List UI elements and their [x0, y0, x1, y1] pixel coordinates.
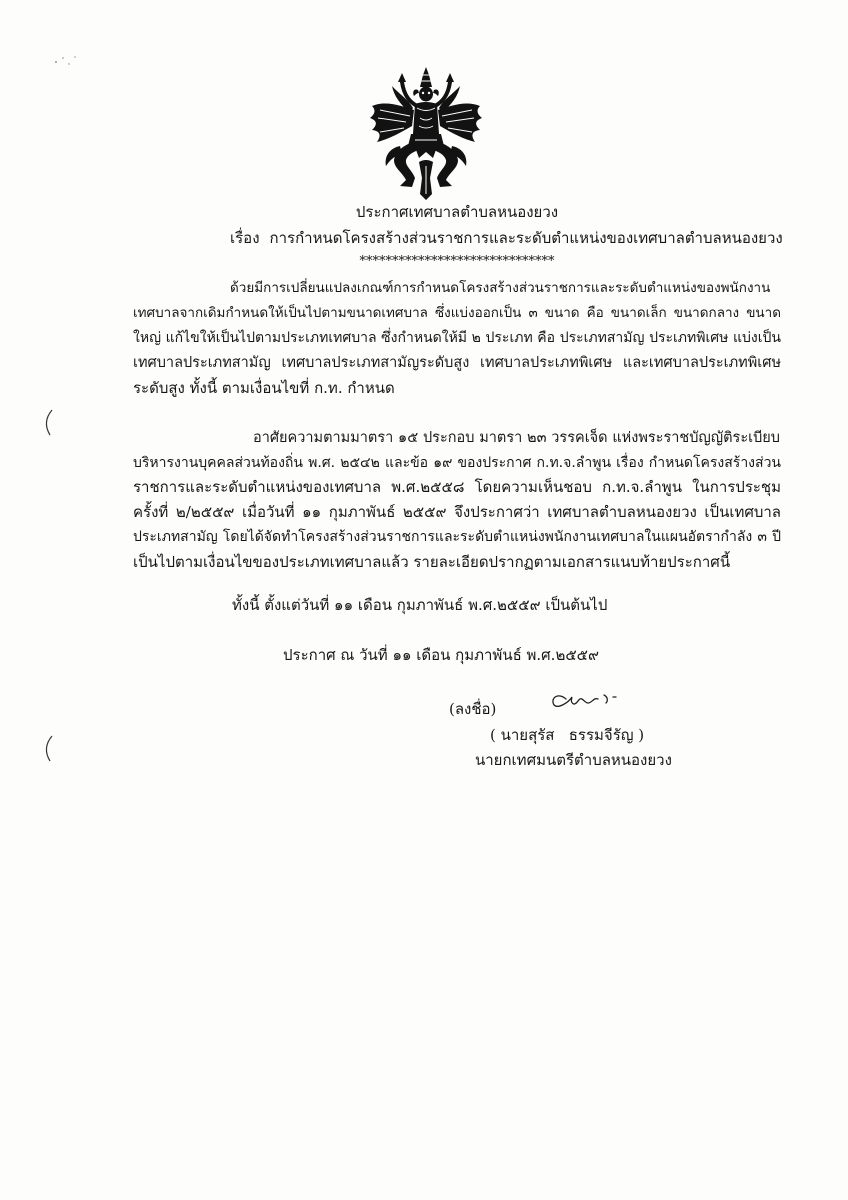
announcement-title: ประกาศเทศบาลตำบลหนองยวง — [355, 203, 559, 221]
paragraph-1-line-1: ด้วยมีการเปลี่ยนแปลงเกณฑ์การกำหนดโครงสร้างส่วนราชการและระดับตำแหน่งของพนักงาน — [230, 280, 771, 296]
subject-line — [230, 225, 790, 251]
paragraph-1-line-4: เทศบาลประเภทสามัญ เทศบาลประเภทสามัญระดับสูง เทศบาลประเภทพิเศษ และเทศบาลประเภทพิเศษ — [133, 355, 781, 371]
paragraph-2-line-1: อาศัยความตามมาตรา ๑๕ ประกอบ มาตรา ๒๓ วรรคเจ็ด แห่งพระราชบัญญัติระเบียบ — [253, 430, 780, 446]
paragraph-1-line-2: เทศบาลจากเดิมกำหนดให้เป็นไปตามขนาดเทศบาล ซึ่งแบ่งออกเป็น ๓ ขนาด คือ ขนาดเล็ก ขนาดกลาง ขนาด — [133, 305, 781, 321]
issued-date-line: ประกาศ ณ วันที่ ๑๑ เดือน กุมภาพันธ์ พ.ศ.๒๕๕๙ — [283, 646, 600, 664]
effective-date-line: ทั้งนี้ ตั้งแต่วันที่ ๑๑ เดือน กุมภาพันธ์ พ.ศ.๒๕๕๙ เป็นต้นไป — [232, 596, 608, 614]
separator-stars: ****************************** — [359, 254, 555, 269]
hole-punch-mark-bottom — [38, 734, 58, 764]
garuda-emblem — [366, 66, 486, 201]
paragraph-2-line-3: ราชการและระดับตำแหน่งของเทศบาล พ.ศ.๒๕๕๘ โดยความเห็นชอบ ก.ท.จ.ลำพูน ในการประชุม — [133, 478, 781, 496]
sign-label: (ลงชื่อ) — [449, 700, 497, 718]
paragraph-2-line-2: บริหารงานบุคคลส่วนท้องถิ่น พ.ศ. ๒๕๔๒ และข้อ ๑๙ ของประกาศ ก.ท.จ.ลำพูน เรื่อง กำหนดโครงสร้างส่วน — [133, 455, 781, 471]
paragraph-1-line-5: ระดับสูง ทั้งนี้ ตามเงื่อนไขที่ ก.ท. กำหนด — [133, 379, 395, 397]
subject-text: การกำหนดโครงสร้างส่วนราชการและระดับตำแหน่งของเทศบาลตำบลหนองยวง — [269, 229, 783, 247]
scan-specks — [52, 52, 82, 72]
signatory-name: ( นายสุรัส ธรรมจีรัญ ) — [490, 726, 645, 744]
signatory-position: นายกเทศมนตรีตำบลหนองยวง — [475, 751, 672, 769]
paragraph-2-line-4: ครั้งที่ ๒/๒๕๕๙ เมื่อวันที่ ๑๑ กุมภาพันธ์ ๒๕๕๙ จึงประกาศว่า เทศบาลตำบลหนองยวง เป็นเทศบาล — [133, 503, 781, 521]
paragraph-2-line-5: ประเภทสามัญ โดยได้จัดทำโครงสร้างส่วนราชการและระดับตำแหน่งพนักงานเทศบาลในแผนอัตรากำลัง ๓ ปี — [133, 529, 781, 545]
paragraph-1-line-3: ใหญ่ แก้ไขให้เป็นไปตามประเภทเทศบาล ซึ่งกำหนดให้มี ๒ ประเภท คือ ประเภทสามัญ ประเภทพิเศษ แบ่งเป็น — [133, 330, 781, 346]
subject-label: เรื่อง — [230, 229, 260, 247]
paragraph-2-line-6: เป็นไปตามเงื่อนไขของประเภทเทศบาลแล้ว รายละเอียดปรากฏตามเอกสารแนบท้ายประกาศนี้ — [133, 553, 731, 571]
hole-punch-mark-top — [38, 408, 58, 438]
signature-scribble — [546, 684, 626, 714]
